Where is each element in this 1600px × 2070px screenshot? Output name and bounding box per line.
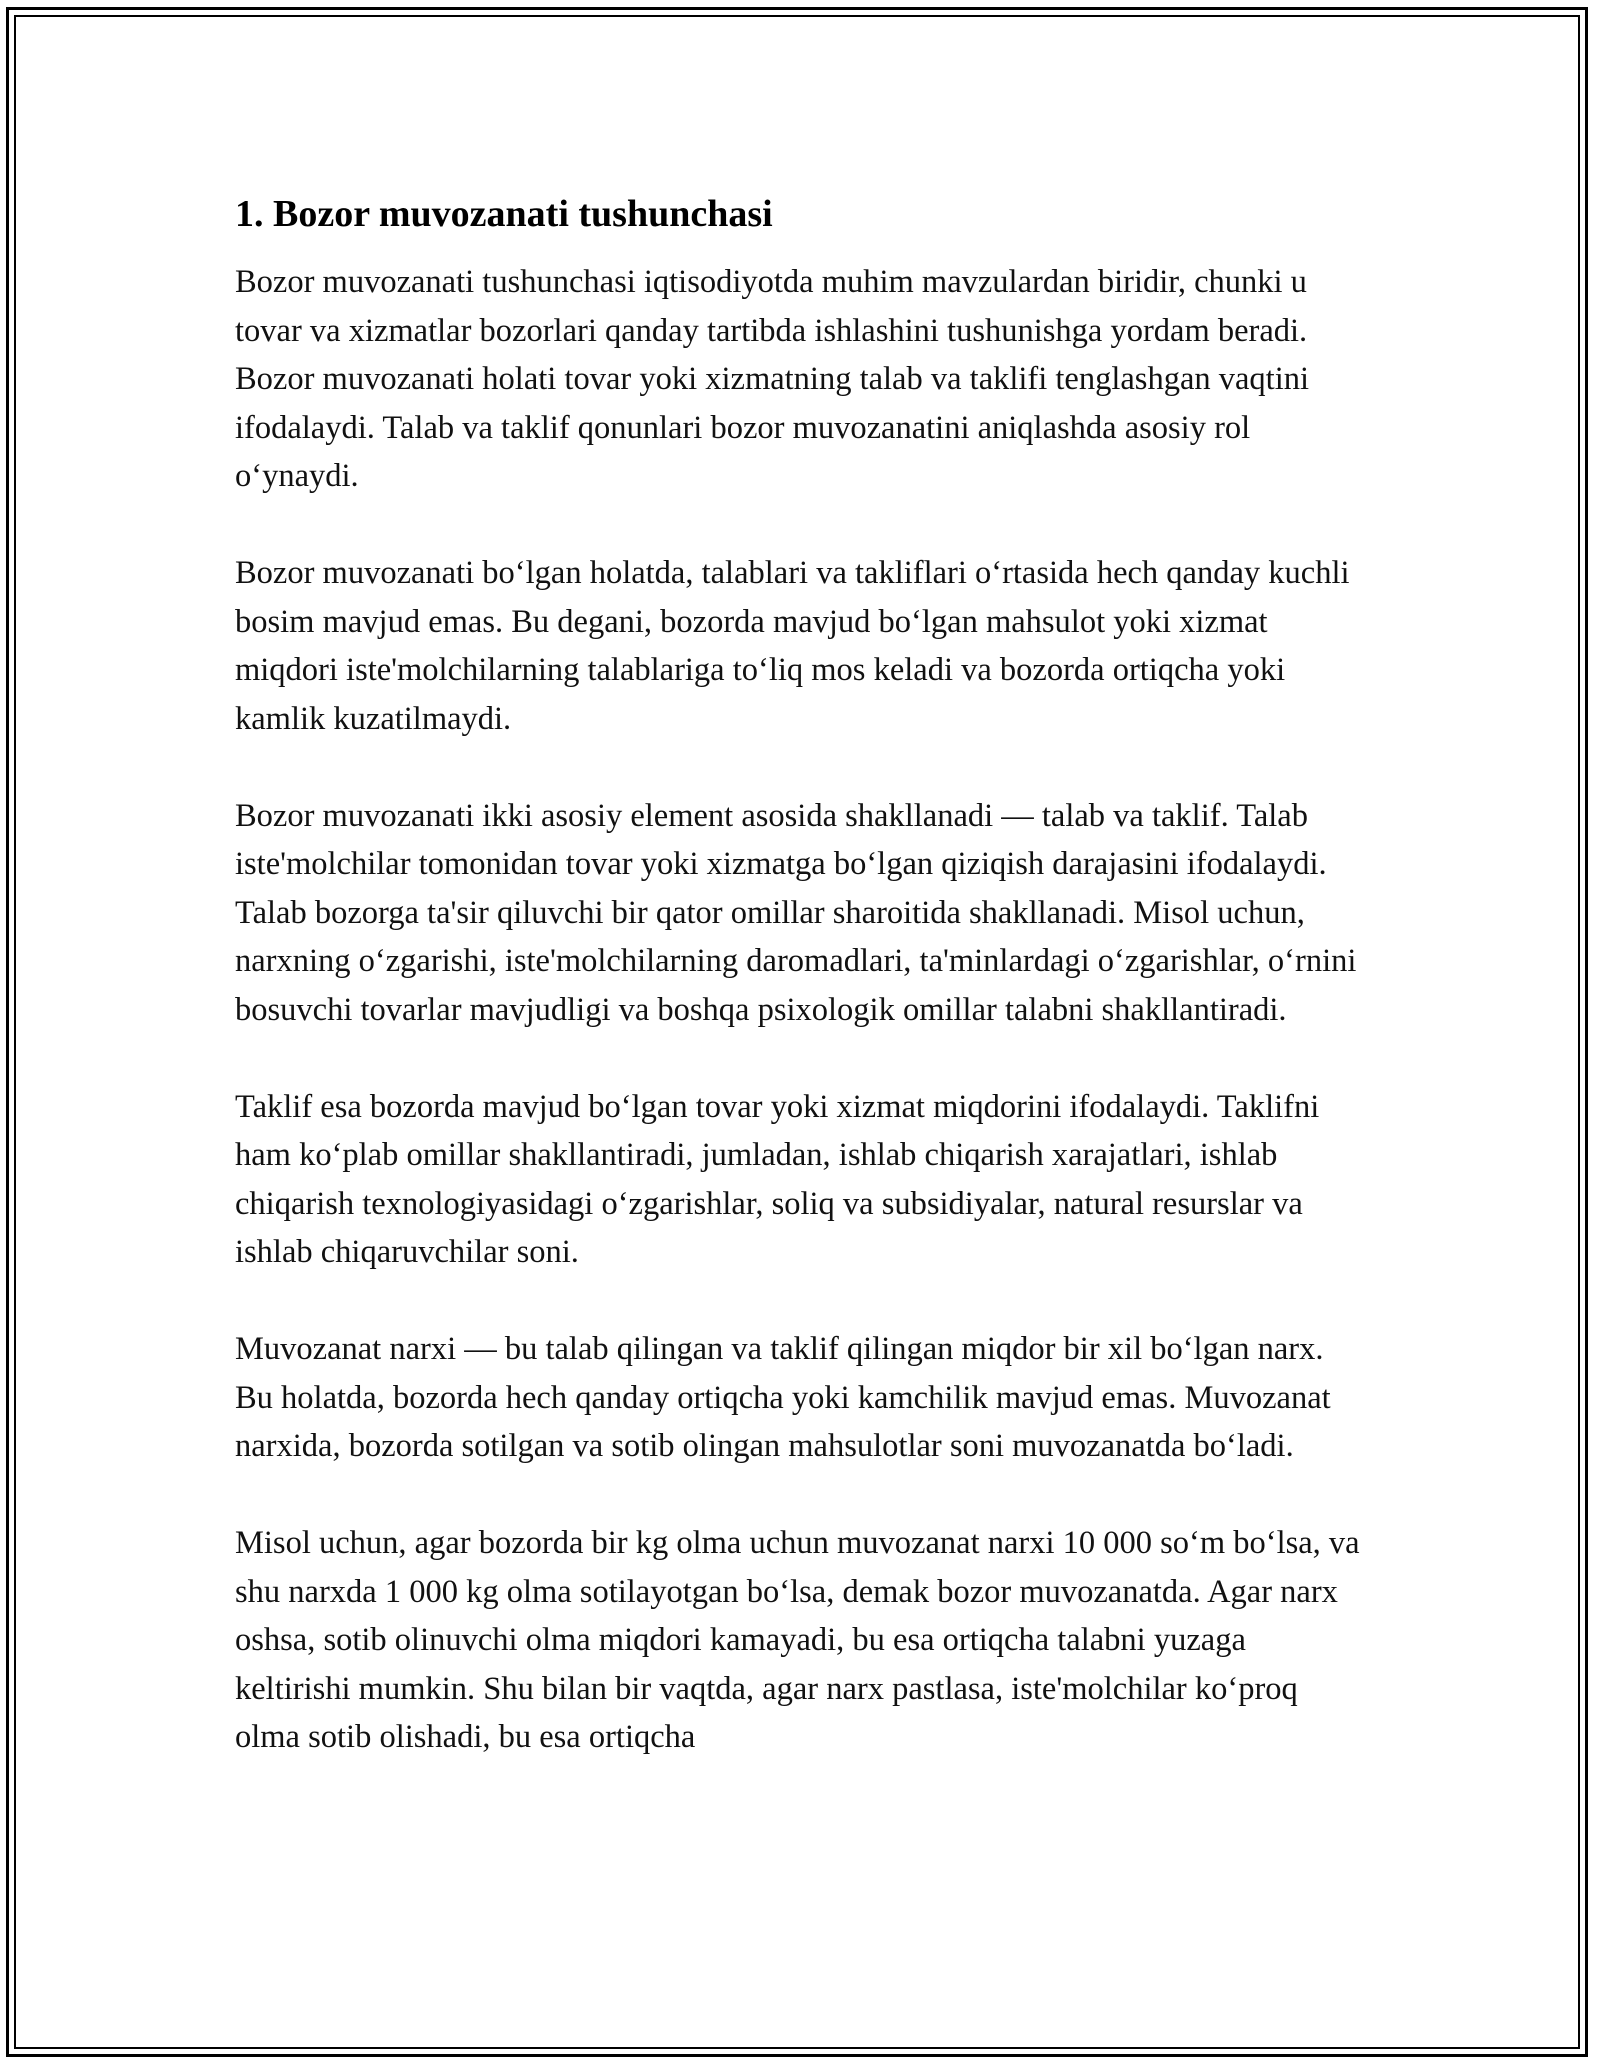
paragraph: Bozor muvozanati boʻlgan holatda, talablari va takliflari oʻrtasida hech qanday kuchli bosim mavjud emas. Bu degani, bozorda mavjud boʻlgan mahsulot yoki xizmat miqdori iste'molchilarning talablariga toʻliq mos keladi va bozorda ortiqcha yoki kamlik kuzatilmaydi.: [235, 555, 1350, 737]
section-heading: 1. Bozor muvozanati tushunchasi: [235, 193, 773, 235]
paragraph: Bozor muvozanati tushunchasi iqtisodiyotda muhim mavzulardan biridir, chunki u tovar va xizmatlar bozorlari qanday tartibda ishlashini tushunishga yordam beradi. Bozor muvozanati holati tovar yoki xizmatning talab va taklifi tenglashgan vaqtini ifodalaydi. Talab va taklif qonunlari bozor muvozanatini aniqlashda asosiy rol oʻynaydi.: [235, 264, 1310, 494]
paragraph: Bozor muvozanati ikki asosiy element asosida shakllanadi — talab va taklif. Talab iste'molchilar tomonidan tovar yoki xizmatga boʻlgan qiziqish darajasini ifodalaydi. Talab bozorga ta'sir qiluvchi bir qator omillar sharoitida shakllanadi. Misol uchun, narxning oʻzgarishi, iste'molchilarning daromadlari, ta'minlardagi oʻzgarishlar, oʻrnini bosuvchi tovarlar mavjudligi va boshqa psixologik omillar talabni shakllantiradi.: [235, 797, 1357, 1028]
paragraph: Muvozanat narxi — bu talab qilingan va taklif qilingan miqdor bir xil boʻlgan narx. Bu holatda, bozorda hech qanday ortiqcha yoki kamchilik mavjud emas. Muvozanat narxida, bozorda sotilgan va sotib olingan mahsulotlar soni muvozanatda boʻladi.: [235, 1331, 1331, 1464]
paragraph: Misol uchun, agar bozorda bir kg olma uchun muvozanat narxi 10 000 soʻm boʻlsa, va shu narxda 1 000 kg olma sotilayotgan boʻlsa, demak bozor muvozanatda. Agar narx oshsa, sotib olinuvchi olma miqdori kamayadi, bu esa ortiqcha talabni yuzaga keltirishi mumkin. Shu bilan bir vaqtda, agar narx pastlasa, iste'molchilar koʻproq olma sotib olishadi, bu esa ortiqcha: [235, 1525, 1360, 1755]
document-body: [235, 190, 1365, 1762]
paragraph: Taklif esa bozorda mavjud boʻlgan tovar yoki xizmat miqdorini ifodalaydi. Taklifni ham koʻplab omillar shakllantiradi, jumladan, ishlab chiqarish xarajatlari, ishlab chiqarish texnologiyasidagi oʻzgarishlar, soliq va subsidiyalar, natural resurslar va ishlab chiqaruvchilar soni.: [235, 1088, 1320, 1270]
